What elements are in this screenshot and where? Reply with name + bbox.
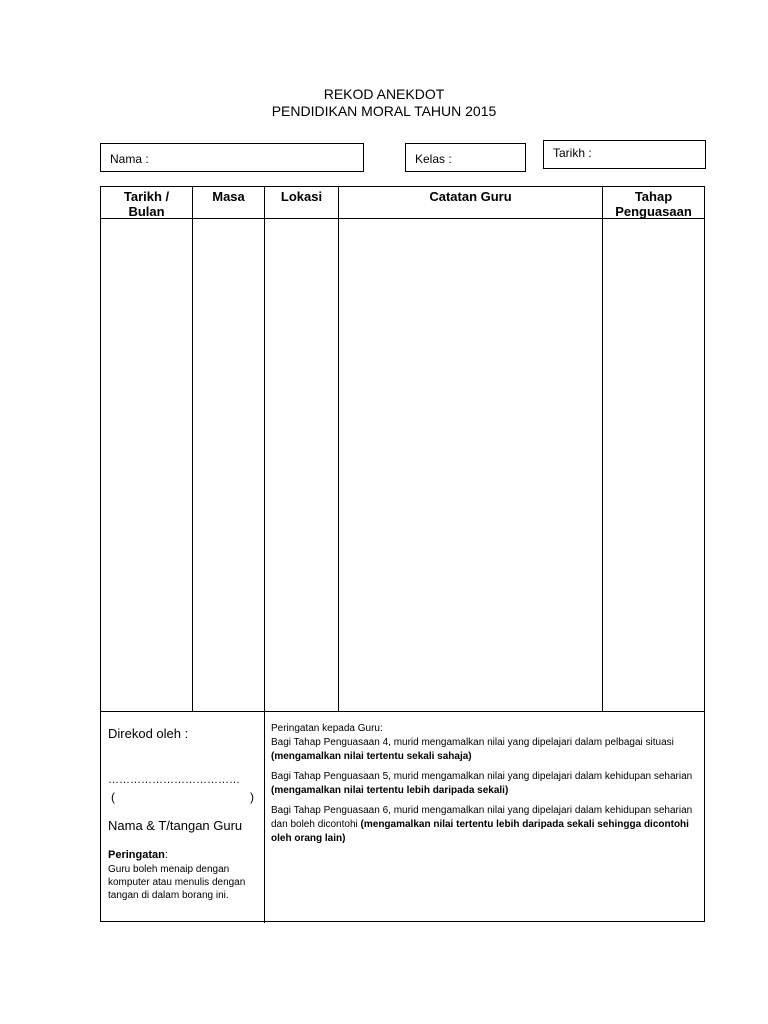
notes-intro: Peringatan kepada Guru: [271,723,383,734]
teacher-notes [271,722,701,846]
nama-tandatangan-label: Nama & T/tangan Guru [108,818,243,833]
note-tp6-text: Bagi Tahap Penguasaan 6, murid mengamalkan nilai yang dipelajari dalam kehidupan seharian dan boleh dicontohi [271,805,693,830]
kelas-label: Kelas : [415,152,452,166]
nama-field[interactable] [100,143,364,172]
tarikh-label: Tarikh : [553,146,592,160]
header-tahap-penguasaan: Tahap Penguasaan [615,189,692,219]
header-tarikh-bulan: Tarikh / Bulan [123,189,170,219]
note-tp5-bold: (mengamalkan nilai tertentu lebih daripada sekali) [271,785,509,796]
cell-tarikh-bulan[interactable] [101,219,192,711]
peringatan-heading [108,849,168,861]
signature-line[interactable]: ……………………………… [108,774,240,786]
tarikh-field[interactable] [543,140,706,169]
peringatan-colon: : [164,849,168,861]
anecdote-table [100,186,705,922]
direkod-label: Direkod oleh : [108,726,189,741]
paren-open: ( [111,790,115,804]
peringatan-label: Peringatan [108,849,165,861]
header-lokasi: Lokasi [280,189,323,204]
note-tp6 [271,804,701,846]
paren-close: ) [250,790,254,804]
note-tp5-text: Bagi Tahap Penguasaan 5, murid mengamalkan nilai yang dipelajari dalam kehidupan seharian [271,771,693,782]
form-title: REKOD ANEKDOT [323,86,445,102]
cell-tahap-penguasaan[interactable] [603,219,704,711]
form-subtitle: PENDIDIKAN MORAL TAHUN 2015 [271,103,497,119]
note-tp4-bold: (mengamalkan nilai tertentu sekali sahaja) [271,751,472,762]
footer-divider [101,711,704,712]
header-masa: Masa [212,189,245,204]
note-tp5 [271,770,701,798]
peringatan-text: Guru boleh menaip dengan komputer atau menulis dengan tangan di dalam borang ini. [108,864,246,901]
header-catatan-guru: Catatan Guru [429,189,512,204]
note-tp6-bold: (mengamalkan nilai tertentu lebih daripada sekali sehingga dicontohi oleh orang lain) [271,819,689,844]
cell-catatan-guru[interactable] [339,219,602,711]
note-tp4 [271,736,701,764]
nama-label: Nama : [110,152,149,166]
cell-lokasi[interactable] [265,219,338,711]
kelas-field[interactable] [405,143,526,172]
note-tp4-text: Bagi Tahap Penguasaan 4, murid mengamalkan nilai yang dipelajari dalam pelbagai situasi [271,737,674,748]
cell-masa[interactable] [193,219,264,711]
